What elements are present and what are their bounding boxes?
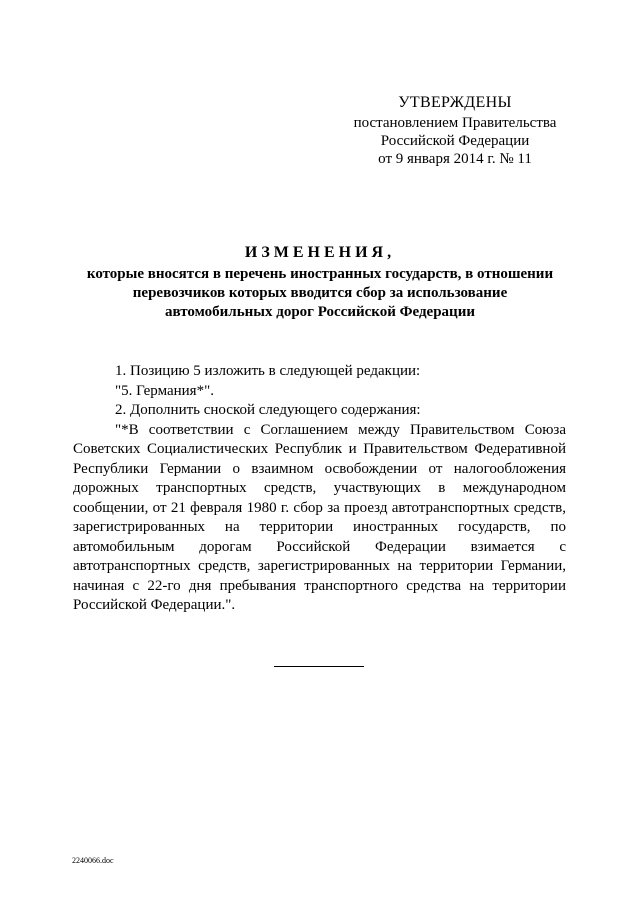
document-title bbox=[60, 243, 580, 322]
approval-stamp bbox=[340, 94, 570, 168]
item-1: 1. Позицию 5 изложить в следующей редакции: bbox=[115, 363, 421, 379]
title-line: которые вносятся в перечень иностранных государств, в отношении bbox=[86, 266, 554, 282]
title-line: автомобильных дорог Российской Федерации bbox=[165, 304, 475, 320]
title-line: перевозчиков которых вводится сбор за использование bbox=[132, 285, 508, 301]
approval-date: от 9 января 2014 г. № 11 bbox=[378, 151, 532, 167]
footnote-content: "*В соответствии с Соглашением между Правительством Союза Советских Социалистических Республик и Правительством Федеративной Республики Германии о взаимном освобождении от налогообложения дорожных транспортных средств, участвующих в международном сообщении, от 21 февраля 1980 г. сбор за проезд автотранспортных средств, зарегистрированных на территории иностранных государств, по автомобильным дорогам Российской Федерации взимается с автотранспортных средств, зарегистрированных на территории Германии, начиная с 22-го дня пребывания транспортного средства на территории Российской Федерации.". bbox=[73, 421, 566, 613]
approval-line: постановлением Правительства bbox=[353, 115, 557, 131]
approval-heading: УТВЕРЖДЕНЫ bbox=[398, 94, 512, 111]
closing-divider bbox=[274, 666, 364, 667]
footnote-text bbox=[73, 421, 566, 616]
approval-line: Российской Федерации bbox=[380, 133, 530, 149]
document-code: 2240066.doc bbox=[72, 856, 114, 865]
document-body bbox=[73, 362, 566, 616]
item-2: 2. Дополнить сноской следующего содержания: bbox=[115, 402, 421, 418]
item-1-value: "5. Германия*". bbox=[115, 382, 214, 399]
title-heading: ИЗМЕНЕНИЯ, bbox=[244, 244, 396, 261]
